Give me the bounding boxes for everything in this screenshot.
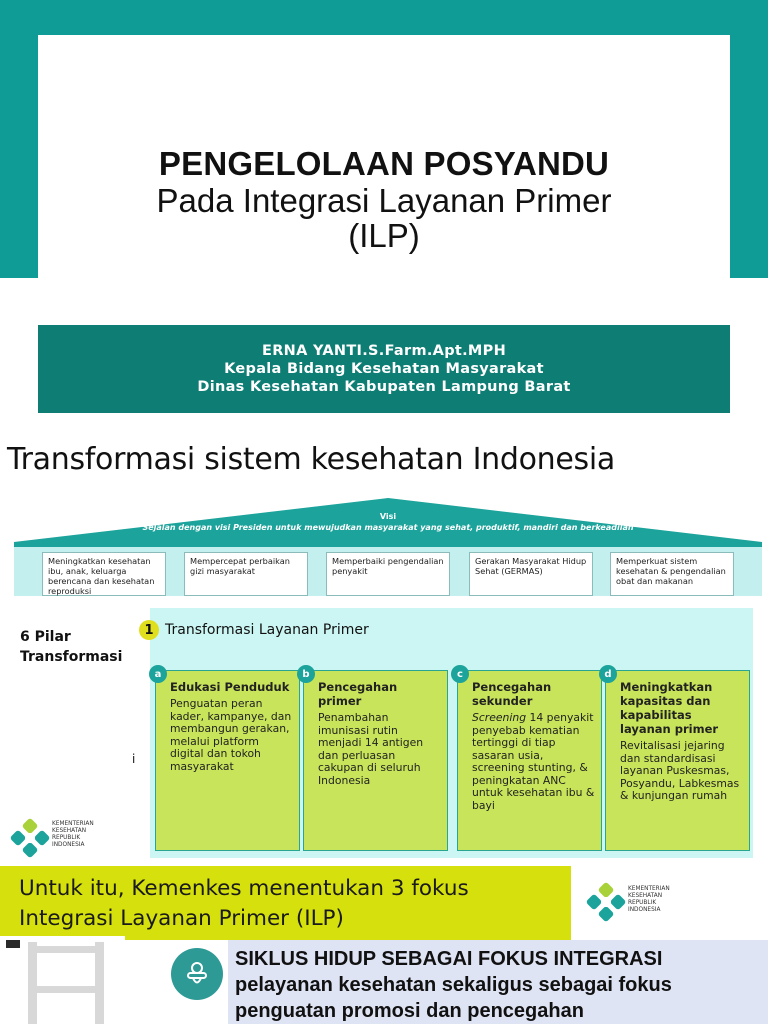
stray-mark: i xyxy=(132,752,136,766)
card-body xyxy=(472,712,595,812)
goal-box-1: Meningkatkan kesehatan ibu, anak, keluarga berencana dan kesehatan reproduksi xyxy=(42,552,166,596)
lifecycle-focus-line3: penguatan promosi dan pencegahan xyxy=(235,1000,584,1022)
kemenkes-logo xyxy=(10,814,120,860)
card-body-text: 14 penyakit penyebab kematian tertinggi di tiap sasaran usia, screening stunting, & peningkatan ANC untuk kesehatan ibu & bayi xyxy=(472,711,595,812)
pillar-card-c xyxy=(457,670,602,851)
logo-text-line: KEMENTERIAN xyxy=(628,886,670,892)
pillar-card-d xyxy=(605,670,750,851)
lifecycle-focus-line2: pelayanan kesehatan sekaligus sebagai fokus xyxy=(235,974,672,996)
author-name: ERNA YANTI.S.Farm.Apt.MPH xyxy=(261,343,507,359)
kemenkes-logo xyxy=(586,878,686,928)
logo-text-line: KEMENTERIAN xyxy=(52,821,94,827)
card-letter-badge: c xyxy=(451,665,469,683)
author-role: Kepala Bidang Kesehatan Masyarakat xyxy=(224,361,544,377)
card-body: Penambahan imunisasi rutin menjadi 14 antigen dan perluasan cakupan di seluruh Indonesia xyxy=(318,711,424,787)
logo-text-line: INDONESIA xyxy=(52,842,85,848)
logo-wordmark xyxy=(628,886,670,914)
lifecycle-focus-line1: SIKLUS HIDUP SEBAGAI FOKUS INTEGRASI xyxy=(235,948,663,970)
slide-title: PENGELOLAAN POSYANDU xyxy=(158,145,610,182)
focus-banner-line2: Integrasi Layanan Primer (ILP) xyxy=(19,906,344,931)
pillar-title xyxy=(139,620,369,640)
author-banner xyxy=(38,325,730,413)
title-card xyxy=(38,35,730,413)
kemenkes-logo-icon xyxy=(586,882,626,922)
card-body: Penguatan peran kader, kampanye, dan membangun gerakan, melalui platform digital dan tokoh masyarakat xyxy=(170,697,292,773)
card-title: Pencegahan sekunder xyxy=(472,680,552,708)
title-block xyxy=(38,145,730,253)
logo-text-line: KESEHATAN xyxy=(52,828,87,834)
ilp-focus-slide xyxy=(0,866,768,1024)
card-letter-badge: d xyxy=(599,665,617,683)
logo-text-line: REPUBLIK xyxy=(628,900,657,906)
vision-statement: Sejalan dengan visi Presiden untuk mewujudkan masyarakat yang sehat, produktif, mandiri dan berkeadilan xyxy=(142,523,634,532)
focus-banner-line1: Untuk itu, Kemenkes menentukan 3 fokus xyxy=(19,876,469,901)
card-letter-badge: b xyxy=(297,665,315,683)
goal-box-2: Mempercepat perbaikan gizi masyarakat xyxy=(184,552,308,596)
author-organization: Dinas Kesehatan Kabupaten Lampung Barat xyxy=(197,379,571,395)
focus-banner xyxy=(0,866,571,940)
card-letter-badge: a xyxy=(149,665,167,683)
ladder-icon xyxy=(0,936,125,1024)
goals-row xyxy=(14,544,762,596)
slide-subtitle-line2: (ILP) xyxy=(348,217,420,254)
logo-wordmark xyxy=(52,821,94,849)
card-title: Edukasi Penduduk xyxy=(170,680,290,694)
logo-text-line: KESEHATAN xyxy=(628,893,663,899)
pillar-count-line1: 6 Pilar xyxy=(20,629,71,645)
card-body: Revitalisasi jejaring dan standardisasi layanan Puskesmas, Posyandu, Labkesmas & kunjungan rumah xyxy=(620,739,740,802)
title-slide xyxy=(0,0,768,424)
card-title: Meningkatkan kapasitas dan kapabilitas layanan primer xyxy=(620,680,719,736)
pillar-card-a xyxy=(155,670,300,851)
goal-box-5: Memperkuat sistem kesehatan & pengendalian obat dan makanan xyxy=(610,552,734,596)
pillar-count-line2: Transformasi xyxy=(20,649,123,665)
slide-heading: Transformasi sistem kesehatan Indonesia xyxy=(7,442,616,477)
pacifier-icon xyxy=(171,948,223,1000)
card-body-italic: Screening xyxy=(472,711,527,724)
pillar-title-text: Transformasi Layanan Primer xyxy=(165,622,369,638)
vision-text-block xyxy=(14,512,762,533)
transformation-slide xyxy=(0,432,768,862)
pillar-count-label xyxy=(20,627,122,667)
goal-box-4: Gerakan Masyarakat Hidup Sehat (GERMAS) xyxy=(469,552,593,596)
pillar-card-b xyxy=(303,670,448,851)
card-title: Pencegahan primer xyxy=(318,680,398,708)
logo-text-line: REPUBLIK xyxy=(52,835,81,841)
vision-label: Visi xyxy=(379,512,397,521)
lifecycle-focus-box xyxy=(228,940,768,1024)
pillar-number-badge: 1 xyxy=(139,620,159,640)
goal-box-3: Memperbaiki pengendalian penyakit xyxy=(326,552,450,596)
logo-text-line: INDONESIA xyxy=(628,907,661,913)
slide-subtitle-line1: Pada Integrasi Layanan Primer xyxy=(156,182,612,219)
kemenkes-logo-icon xyxy=(10,818,50,858)
